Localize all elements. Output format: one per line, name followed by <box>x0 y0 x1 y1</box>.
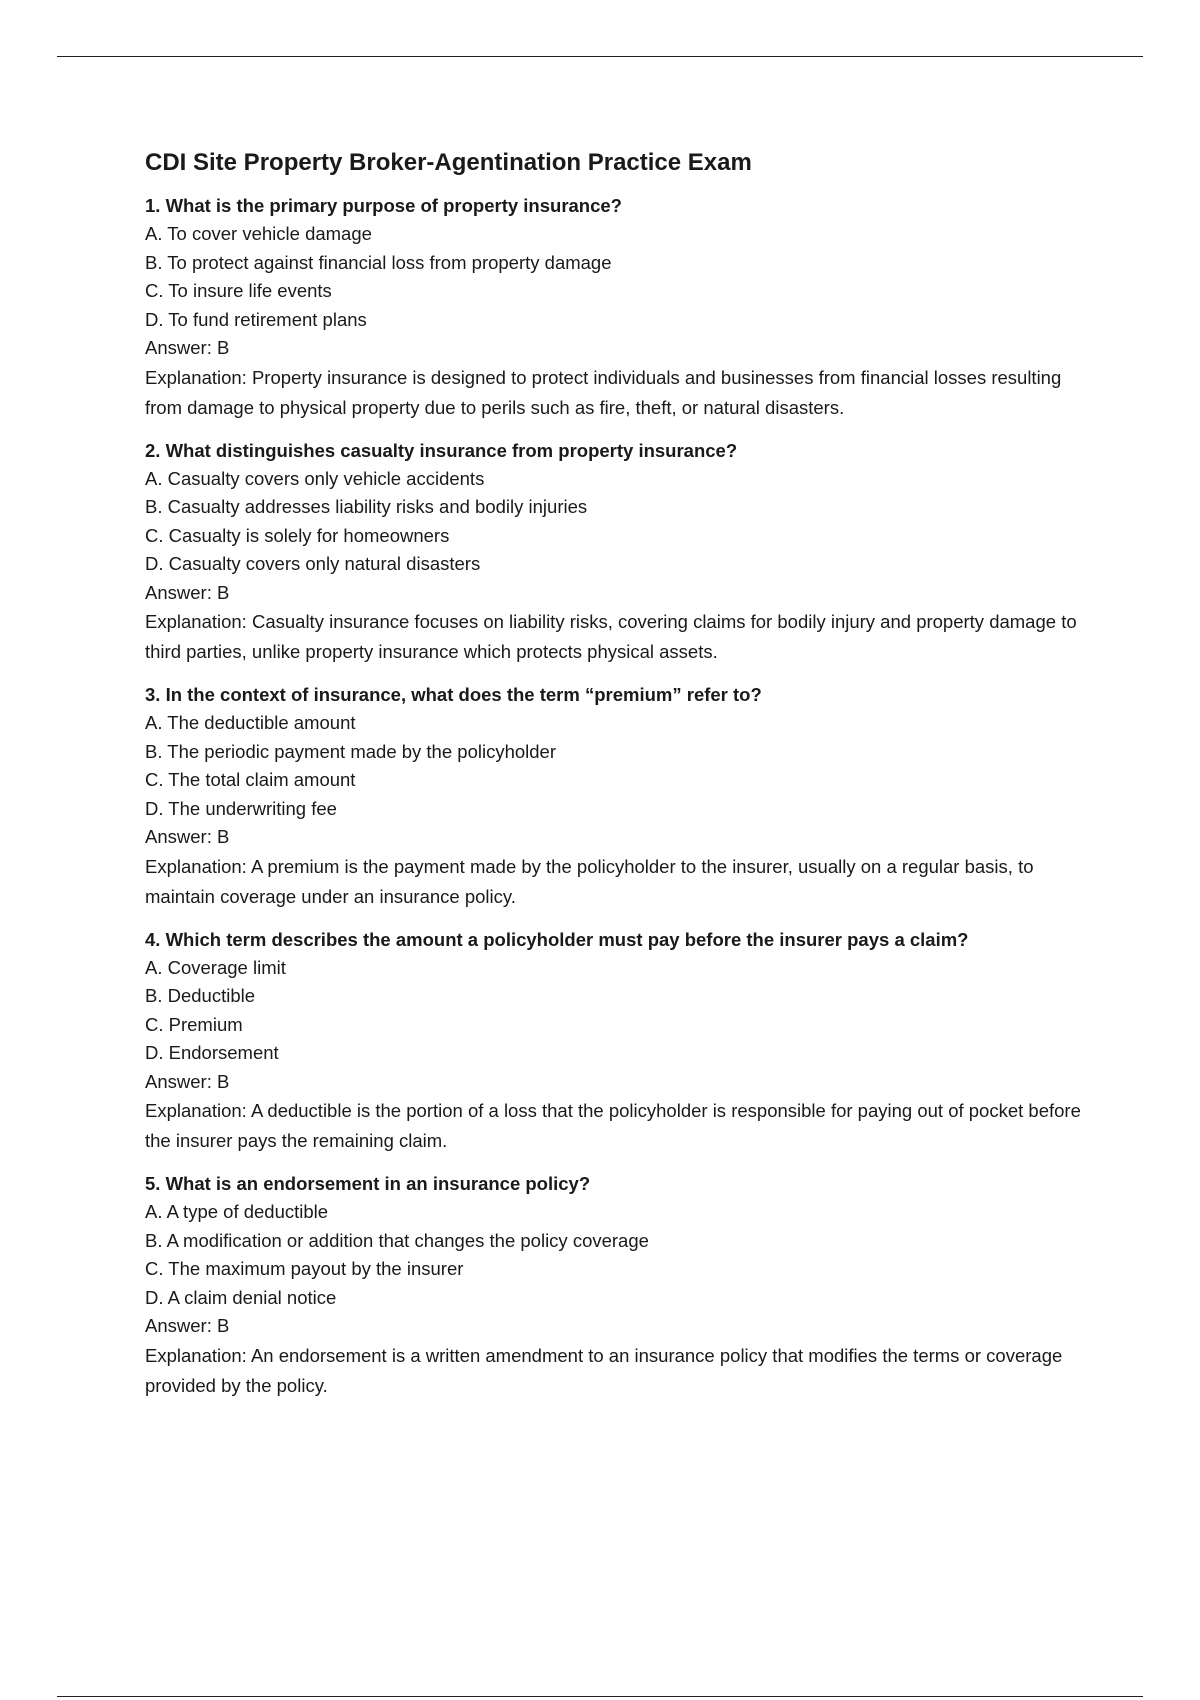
option-d: D. A claim denial notice <box>145 1286 337 1308</box>
option-c: C. Casualty is solely for homeowners <box>145 524 450 546</box>
option-a: A. A type of deductible <box>145 1201 329 1222</box>
explanation-text: Explanation: A deductible is the portion of a loss that the policyholder is responsible for paying out of pocket before the insurer pays the remaining claim. <box>145 1100 1081 1151</box>
question-text: 4. Which term describes the amount a policyholder must pay before the insurer pays a claim? <box>145 928 969 950</box>
header-rule <box>57 56 1143 57</box>
option-d: D. To fund retirement plans <box>145 308 367 330</box>
question-text: 2. What distinguishes casualty insurance from property insurance? <box>145 439 738 461</box>
option-c: C. The maximum payout by the insurer <box>145 1258 464 1279</box>
question-block <box>145 1170 1095 1401</box>
answer-line: Answer: B <box>145 337 230 358</box>
option-c: C. Premium <box>145 1013 243 1035</box>
explanation-text: Explanation: An endorsement is a written amendment to an insurance policy that modifies the terms or coverage provided by the policy. <box>145 1344 1063 1396</box>
answer-line: Answer: B <box>145 1070 230 1092</box>
option-b: B. Casualty addresses liability risks and bodily injuries <box>145 496 588 517</box>
option-b: B. Deductible <box>145 985 256 1006</box>
option-d: D. Casualty covers only natural disasters <box>145 553 481 574</box>
question-text: 1. What is the primary purpose of property insurance? <box>145 195 622 216</box>
option-a: A. Casualty covers only vehicle accidents <box>145 467 485 489</box>
question-text: 5. What is an endorsement in an insurance policy? <box>145 1173 591 1194</box>
option-d: D. The underwriting fee <box>145 797 337 819</box>
option-a: A. To cover vehicle damage <box>145 223 372 244</box>
explanation-text: Explanation: A premium is the payment made by the policyholder to the insurer, usually on a regular basis, to maintain coverage under an insurance policy. <box>145 855 1034 907</box>
question-block <box>145 437 1095 668</box>
option-c: C. The total claim amount <box>145 769 356 790</box>
question-block <box>145 681 1095 912</box>
option-c: C. To insure life events <box>145 280 332 301</box>
option-a: A. The deductible amount <box>145 712 356 733</box>
document-title: CDI Site Property Broker-Agentination Practice Exam <box>145 149 752 176</box>
answer-line: Answer: B <box>145 581 230 603</box>
option-b: B. A modification or addition that changes the policy coverage <box>145 1229 649 1251</box>
question-block <box>145 192 1095 423</box>
answer-line: Answer: B <box>145 826 230 847</box>
answer-line: Answer: B <box>145 1315 230 1336</box>
question-block <box>145 926 1095 1157</box>
explanation-text: Explanation: Casualty insurance focuses on liability risks, covering claims for bodily injury and property damage to third parties, unlike property insurance which protects physical assets. <box>145 611 1077 662</box>
option-a: A. Coverage limit <box>145 956 286 978</box>
explanation-text: Explanation: Property insurance is designed to protect individuals and businesses from financial losses resulting from damage to physical property due to perils such as fire, theft, or natural disasters. <box>145 366 1062 418</box>
option-d: D. Endorsement <box>145 1042 279 1063</box>
option-b: B. The periodic payment made by the policyholder <box>145 740 557 762</box>
option-b: B. To protect against financial loss from property damage <box>145 251 612 273</box>
footer-rule <box>57 1696 1143 1697</box>
page-content <box>145 148 1095 1415</box>
question-text: 3. In the context of insurance, what does the term “premium” refer to? <box>145 684 762 705</box>
